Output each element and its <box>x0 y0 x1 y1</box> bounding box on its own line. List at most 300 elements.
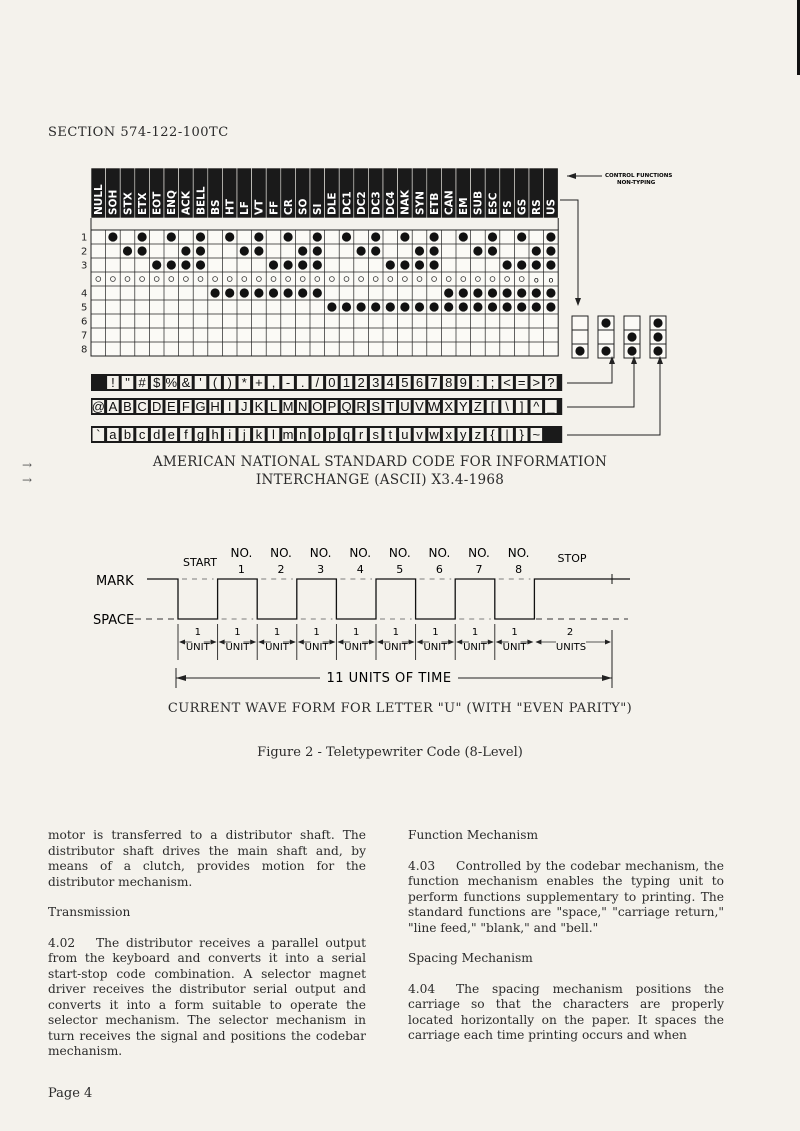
punch-hole <box>488 302 497 311</box>
paragraph-number: 4.04 <box>408 981 436 996</box>
character-glyph: ; <box>490 375 495 390</box>
punch-hole <box>181 260 190 269</box>
punch-hole <box>430 260 439 269</box>
pattern-cell <box>598 330 614 344</box>
punch-hole <box>653 318 662 327</box>
paragraph-4-03 <box>408 859 724 937</box>
control-header-row <box>91 168 558 218</box>
space-label: SPACE <box>93 613 135 628</box>
character-glyph: , <box>271 375 276 390</box>
character-glyph: u <box>401 427 409 442</box>
bit-number: 8 <box>515 563 523 576</box>
waveform-diagram <box>0 540 800 700</box>
punch-hole <box>488 246 497 255</box>
character-glyph: - <box>285 375 291 390</box>
character-glyph: r <box>358 427 364 442</box>
punch-hole <box>196 260 205 269</box>
character-glyph: k <box>255 427 263 442</box>
paragraph-number: 4.03 <box>408 858 436 873</box>
punch-hole <box>517 288 526 297</box>
punch-hole <box>653 346 662 355</box>
character-glyph: 4 <box>386 375 394 390</box>
paragraph-text: The spacing mechanism positions the carriage so that the characters are properly located horizontally on the paper. It spaces the carriage each time printing occurs and when <box>408 981 724 1042</box>
bit-number: 4 <box>356 563 364 576</box>
punch-hole <box>167 232 176 241</box>
ascii-code-chart <box>0 160 800 450</box>
character-glyph: $ <box>153 375 161 390</box>
punch-hole <box>503 302 512 311</box>
character-glyph: 7 <box>430 375 438 390</box>
total-time-scale <box>176 630 612 688</box>
control-code-label: RS <box>531 199 544 215</box>
bit-labels <box>183 546 587 576</box>
punch-hole <box>503 260 512 269</box>
unit-count: 1 <box>313 627 320 638</box>
character-glyph: J <box>241 399 248 414</box>
character-glyph: K <box>254 399 264 414</box>
unit-label: UNIT <box>463 642 487 653</box>
punch-hole <box>181 246 190 255</box>
transmission-heading: Transmission <box>48 905 131 919</box>
row-label: 6 <box>81 316 88 328</box>
pattern-cell <box>572 330 588 344</box>
page-number: Page 4 <box>48 1086 93 1101</box>
punch-hole <box>313 288 322 297</box>
punch-hole <box>240 288 249 297</box>
control-code-label: VT <box>253 199 266 215</box>
unit-label: UNIT <box>225 642 250 653</box>
character-glyph: B <box>123 399 132 414</box>
margin-arrow-icon: → <box>22 473 33 487</box>
punch-hole <box>298 260 307 269</box>
control-code-label: ENQ <box>166 190 179 215</box>
punch-hole <box>400 260 409 269</box>
character-glyph: F <box>181 399 190 414</box>
punch-hole <box>371 302 380 311</box>
bit-no-label: NO. <box>428 546 451 560</box>
character-glyph: ! <box>111 375 115 390</box>
paragraph-4-04 <box>408 982 724 1044</box>
character-glyph: & <box>181 375 191 390</box>
character-glyph: E <box>166 399 176 414</box>
bit-no-label: NO. <box>230 546 253 560</box>
bit-no-label: NO. <box>468 546 490 560</box>
punch-hole <box>269 288 278 297</box>
control-code-label: DC4 <box>385 191 398 215</box>
unit-count: 1 <box>273 627 281 638</box>
character-glyph: " <box>125 375 130 390</box>
character-glyph: / <box>315 375 320 390</box>
character-glyph: o <box>313 427 321 442</box>
unit-label: UNIT <box>304 642 329 653</box>
punch-hole <box>284 232 293 241</box>
punch-hole <box>601 318 610 327</box>
punch-hole <box>400 302 409 311</box>
function-mechanism-heading: Function Mechanism <box>408 828 539 842</box>
punch-hole <box>211 288 220 297</box>
character-glyph: y <box>460 427 467 442</box>
character-glyph: w <box>429 427 439 442</box>
character-glyph: c <box>138 427 146 442</box>
punch-hole <box>444 302 453 311</box>
unit-label: UNIT <box>344 642 369 653</box>
punch-hole <box>488 288 497 297</box>
punch-hole <box>225 232 234 241</box>
punch-hole <box>386 302 395 311</box>
control-code-label: FF <box>268 200 281 215</box>
connector-lines <box>560 173 672 435</box>
unit-count: 1 <box>353 627 360 638</box>
control-functions-label: CONTROL FUNCTIONS <box>605 173 673 179</box>
character-glyph: 3 <box>372 375 380 390</box>
row-label: 7 <box>81 330 88 342</box>
punch-hole <box>254 246 263 255</box>
control-code-label: EOT <box>151 191 164 215</box>
punch-hole <box>167 260 176 269</box>
total-time-label: 11 UNITS OF TIME <box>326 671 452 686</box>
control-code-label: DC1 <box>341 191 354 215</box>
character-glyph: \ <box>505 399 509 414</box>
character-glyph: X <box>444 399 454 414</box>
control-code-label: SOH <box>107 189 120 215</box>
control-code-label: LF <box>239 201 252 215</box>
character-glyph: 8 <box>445 375 453 390</box>
control-code-label: US <box>545 198 558 215</box>
character-glyph: # <box>138 375 146 390</box>
punch-hole <box>532 302 541 311</box>
waveform-caption: CURRENT WAVE FORM FOR LETTER "U" (WITH "EVEN PARITY") <box>167 701 633 716</box>
signal-line <box>147 579 630 619</box>
punch-hole <box>138 246 147 255</box>
punch-hole <box>627 346 636 355</box>
character-glyph: s <box>372 427 379 442</box>
ascii-caption <box>100 453 660 489</box>
character-glyph: + <box>255 375 263 390</box>
character-glyph: ( <box>212 375 218 390</box>
punch-hole <box>357 246 366 255</box>
ascii-caption-line-2: INTERCHANGE (ASCII) X3.4-1968 <box>255 472 505 488</box>
punch-hole <box>517 232 526 241</box>
control-code-label: STX <box>122 192 135 215</box>
control-code-label: BS <box>209 199 222 215</box>
character-glyph: p <box>328 427 336 442</box>
character-glyph: L <box>269 399 278 414</box>
punch-hole <box>488 232 497 241</box>
punch-hole <box>342 302 351 311</box>
character-glyph: . <box>300 375 305 390</box>
punch-hole <box>575 346 584 355</box>
punch-grid <box>91 218 558 356</box>
control-code-label: SO <box>297 198 310 215</box>
control-code-label: ETX <box>136 192 149 215</box>
punch-hole <box>415 302 424 311</box>
stop-label: STOP <box>557 552 587 565</box>
paragraph-number: 4.02 <box>48 935 76 950</box>
punch-hole <box>503 288 512 297</box>
punch-hole <box>517 302 526 311</box>
punch-hole <box>196 246 205 255</box>
row-labels <box>81 233 87 356</box>
character-glyph: 0 <box>328 375 336 390</box>
feed-mark: o <box>548 275 554 285</box>
punch-hole <box>284 260 293 269</box>
unit-count: 1 <box>392 627 399 638</box>
left-intro-paragraph: motor is transferred to a distributor shaft. The distributor shaft drives the main shaft and, by means of a clutch, provides motion for the distributor mechanism. <box>48 828 366 889</box>
control-code-label: CAN <box>443 190 456 215</box>
punch-hole <box>627 332 636 341</box>
bit-number: 2 <box>277 563 285 576</box>
punch-hole <box>444 288 453 297</box>
character-glyph: S <box>371 399 381 414</box>
bit-no-label: NO. <box>270 546 292 560</box>
punch-hole <box>371 246 380 255</box>
character-glyph: P <box>327 399 337 414</box>
character-glyph: ` <box>96 427 101 442</box>
bit-no-label: NO. <box>309 546 332 560</box>
character-glyph: 5 <box>401 375 409 390</box>
unit-label: UNIT <box>383 642 408 653</box>
start-label: START <box>183 556 217 569</box>
punch-hole <box>415 246 424 255</box>
punch-hole <box>254 232 263 241</box>
row-label: 4 <box>81 288 88 300</box>
punch-hole <box>313 232 322 241</box>
character-glyph: N <box>298 399 308 414</box>
character-glyph: U <box>400 399 410 414</box>
punch-hole <box>327 302 336 311</box>
character-glyph: > <box>532 375 541 390</box>
punch-hole <box>459 232 468 241</box>
character-glyph: _ <box>547 399 555 414</box>
unit-label: UNIT <box>265 642 289 653</box>
pattern-cell <box>624 316 640 330</box>
bit-no-label: NO. <box>507 546 530 560</box>
character-glyph: m <box>282 427 294 442</box>
character-glyph: | <box>505 427 509 442</box>
bit-number: 6 <box>435 563 443 576</box>
character-glyph: a <box>109 427 117 442</box>
punch-hole <box>430 246 439 255</box>
bit-number: 5 <box>396 563 404 576</box>
paragraph-4-02 <box>48 936 366 1060</box>
paragraph-text: The distributor receives a parallel output from the keyboard and converts it into a serial start-stop code combination. A selector magnet driver receives the distributor serial output and converts it into a form suitable to operate the selector mechanism. The selector mechanism in turn receives the signal and positions the codebar mechanism. <box>48 935 366 1058</box>
figure-caption: Figure 2 - Teletypewriter Code (8-Level) <box>257 745 523 760</box>
control-code-label: ESC <box>487 192 500 215</box>
punch-hole <box>532 246 541 255</box>
punch-hole <box>546 302 555 311</box>
character-glyph: ) <box>227 375 232 390</box>
character-glyph: % <box>165 375 178 390</box>
section-header: SECTION 574-122-100TC <box>48 125 229 140</box>
control-code-label: EM <box>458 197 471 215</box>
control-code-label: DLE <box>326 192 339 215</box>
bit-no-label: NO. <box>388 546 411 560</box>
control-code-label: CR <box>282 199 295 215</box>
character-glyph: Z <box>473 399 482 414</box>
character-glyph: O <box>312 399 323 414</box>
punch-hole <box>546 260 555 269</box>
row-label: 8 <box>81 344 88 356</box>
stop-units-count: 2 <box>566 627 574 638</box>
character-glyph: z <box>474 427 482 442</box>
character-glyph: 9 <box>459 375 467 390</box>
unit-count: 1 <box>234 627 241 638</box>
character-glyph: i <box>228 427 232 442</box>
character-glyph: Q <box>341 399 352 414</box>
control-code-label: ACK <box>180 191 193 215</box>
row-label: 3 <box>81 260 88 272</box>
punch-hole <box>342 232 351 241</box>
control-code-label: BELL <box>195 186 208 215</box>
character-glyph: W <box>427 399 441 414</box>
punch-hole <box>653 332 662 341</box>
punch-hole <box>400 232 409 241</box>
character-glyph: : <box>476 375 480 390</box>
unit-count: 1 <box>432 627 439 638</box>
control-code-label: SI <box>312 203 325 215</box>
control-code-label: FS <box>501 200 514 215</box>
control-code-label: GS <box>516 198 529 215</box>
left-column <box>48 828 366 1075</box>
pattern-cell <box>572 316 588 330</box>
character-glyph: ' <box>199 375 202 390</box>
control-code-label: DC2 <box>355 191 368 215</box>
character-glyph: q <box>342 427 351 442</box>
punch-hole <box>152 260 161 269</box>
punch-hole <box>298 246 307 255</box>
waveform-signal <box>135 574 630 619</box>
right-column <box>408 828 724 1059</box>
character-glyph: f <box>184 427 188 442</box>
spacing-mechanism-heading: Spacing Mechanism <box>408 951 533 965</box>
character-glyph: A <box>108 399 118 414</box>
paragraph-text: Controlled by the codebar mechanism, the function mechanism enables the typing unit to perform functions supplementary to printing. The standard functions are "space," "carriage return," "line feed," "blank," and "bell." <box>408 858 724 935</box>
punch-hole <box>371 232 380 241</box>
character-glyph: ] <box>519 399 524 414</box>
character-glyph: j <box>242 427 246 442</box>
control-code-label: SUB <box>472 190 485 215</box>
punch-hole <box>196 232 205 241</box>
control-code-label: SYN <box>414 191 427 215</box>
punch-hole <box>546 246 555 255</box>
punch-hole <box>415 260 424 269</box>
punch-hole <box>269 260 278 269</box>
character-glyph: t <box>388 427 393 442</box>
character-glyph: C <box>137 399 147 414</box>
control-code-label: ETB <box>428 192 441 215</box>
character-glyph: M <box>282 399 294 414</box>
punch-hole <box>430 302 439 311</box>
character-glyph: R <box>356 399 366 414</box>
character-glyph: I <box>227 399 232 414</box>
punch-hole <box>430 232 439 241</box>
punch-hole <box>225 288 234 297</box>
punch-hole <box>240 246 249 255</box>
character-glyph: e <box>167 427 175 442</box>
character-glyph: = <box>517 375 526 390</box>
punch-hole <box>473 288 482 297</box>
control-code-label: DC3 <box>370 191 383 215</box>
unit-scale <box>178 624 611 660</box>
row-label: 1 <box>81 232 88 244</box>
mark-label: MARK <box>96 574 134 589</box>
character-glyph: ^ <box>533 399 540 414</box>
character-glyph: { <box>490 427 495 442</box>
punch-hole <box>546 288 555 297</box>
character-glyph: 2 <box>357 375 365 390</box>
punch-hole <box>459 288 468 297</box>
character-glyph: h <box>211 427 219 442</box>
punch-hole <box>108 232 117 241</box>
row-label: 5 <box>81 302 88 314</box>
character-glyph: ? <box>547 375 555 390</box>
character-glyph: ~ <box>532 427 541 442</box>
punch-hole <box>546 232 555 241</box>
character-glyph: d <box>153 427 161 442</box>
character-glyph: < <box>503 375 511 390</box>
character-glyph: g <box>196 427 205 442</box>
unit-label: UNIT <box>185 642 210 653</box>
punch-hole <box>313 260 322 269</box>
character-glyph: V <box>415 399 424 414</box>
punch-hole <box>532 260 541 269</box>
character-glyph: D <box>152 399 162 414</box>
unit-label: UNIT <box>423 642 448 653</box>
punch-hole <box>459 302 468 311</box>
character-glyph: @ <box>91 399 105 414</box>
character-glyph: v <box>416 427 423 442</box>
character-glyph: [ <box>490 399 495 414</box>
character-glyph: x <box>445 427 452 442</box>
margin-arrow-icon: → <box>22 458 33 472</box>
control-code-label: NULL <box>93 184 106 215</box>
punch-hole <box>386 260 395 269</box>
unit-label: UNIT <box>502 642 527 653</box>
bit-number: 1 <box>237 563 245 576</box>
character-glyph: b <box>123 427 132 442</box>
control-code-label: NAK <box>399 189 412 215</box>
punch-hole <box>123 246 132 255</box>
character-glyph: H <box>210 399 220 414</box>
unit-count: 1 <box>471 627 479 638</box>
punch-hole <box>138 232 147 241</box>
non-typing-label: NON-TYPING <box>617 180 656 186</box>
punch-hole <box>473 246 482 255</box>
punch-hole <box>517 260 526 269</box>
character-glyph: G <box>195 399 206 414</box>
character-strips <box>91 374 562 443</box>
ascii-caption-line-1: AMERICAN NATIONAL STANDARD CODE FOR INFORMATION <box>152 454 608 470</box>
character-glyph: l <box>272 427 275 442</box>
unit-count: 1 <box>194 627 201 638</box>
bit-number: 7 <box>475 563 483 576</box>
punch-hole <box>254 288 263 297</box>
character-glyph: T <box>386 399 395 414</box>
bit-no-label: NO. <box>349 546 372 560</box>
feed-mark: o <box>533 275 539 285</box>
character-glyph: 1 <box>342 375 351 390</box>
character-glyph: } <box>519 427 524 442</box>
punch-hole <box>532 288 541 297</box>
stop-units-label: UNITS <box>555 642 587 653</box>
punch-hole <box>313 246 322 255</box>
character-glyph: n <box>299 427 307 442</box>
punch-hole <box>357 302 366 311</box>
punch-hole <box>284 288 293 297</box>
bit-number: 3 <box>317 563 325 576</box>
unit-count: 1 <box>511 627 518 638</box>
punch-hole <box>473 302 482 311</box>
